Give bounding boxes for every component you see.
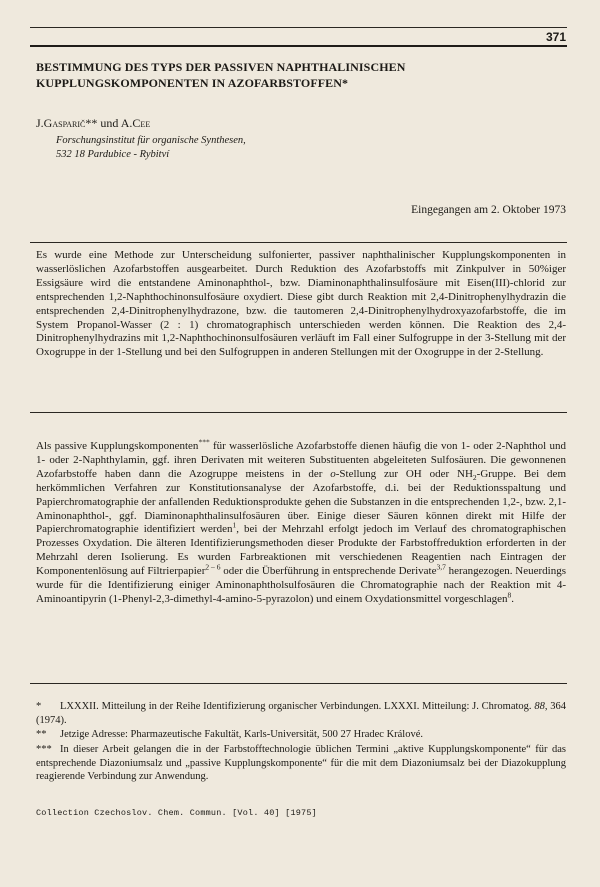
footnote-3-text: In dieser Arbeit gelangen die in der Farbstofftechnologie üblichen Termini „aktive Kupplungskomponente“ für das entsprechende Diazoniumsalz und „passive Kupplungskomponente“ für die mit dem Diazoniumsalz bei der Diazokupplung reagierende Verbindung zur Anwendung. bbox=[36, 744, 566, 782]
footnote-1-mark: * bbox=[36, 701, 42, 712]
author-1-initial: J. bbox=[36, 116, 44, 130]
abstract-rule-bottom bbox=[30, 412, 567, 413]
footnote-1-text: LXXXII. Mitteilung in der Reihe Identifizierung organischer Verbindungen. LXXXI. Mitteilung: J. Chromatog. bbox=[60, 701, 535, 712]
title-line-2: KUPPLUNGSKOMPONENTEN IN AZOFARBSTOFFEN* bbox=[36, 76, 349, 90]
body-paragraph bbox=[36, 437, 567, 607]
author-conjunction: und bbox=[100, 116, 119, 130]
body-text-5: , bei der Mehrzahl erfolgt jedoch im Verlauf des chromatographischen Prozesses Oxydation. Die älteren Identifizierungsmethoden dieser Produkte der Farbstoffreduktion erforderten in der Mehrzahl deren Isolierung. Es wurden Farbreaktionen mit verschiedenen Reagentien nach Eintragen der Komponentenlösung auf Filtrierpapier bbox=[36, 523, 566, 578]
abstract: Es wurde eine Methode zur Unterscheidung sulfonierter, passiver naphthalinischer Kupplungskomponenten in wasserlöslichen Azofarbstoffen ausgearbeitet. Durch Reduktion des Azofarbstoffs mit Zinkpulver in 50%iger Essigsäure wird die entstandene Aminonaphthol-, bzw. Diaminonaphthalinsulfosäure mit Eisen(III)-chlorid zur entsprechenden 1,2-Naphthochinonsulfosäure oxydiert. Diese gibt durch Reaktion mit 2,4-Dinitrophenylhydrazin die entsprechenden 2,4-Dinitrophenylhydrazone, bzw. die tautomeren 2,4-Dinitrophenylhydroxyazofarbstoffe, die im System Propanol-Wasser (2 : 1) chromatographisch unterschieden werden können. Die Reaktion des 2,4-Dinitrophenylhydrazins mit 1,2-Naphthochinonsulfosäuren verläuft im Fall einer Sulfogruppe in der 3-Stellung mit der Oxogruppe in der 1-Stellung und bei den Sulfogruppen in anderen Stellungen mit der Oxogruppe in der 2-Stellung. bbox=[36, 249, 566, 359]
footnote-2-mark: ** bbox=[36, 729, 47, 740]
citation-2-6: 2 – 6 bbox=[205, 562, 221, 572]
header-rule-bottom bbox=[30, 45, 567, 47]
footnote-1-volume: 88 bbox=[534, 701, 545, 712]
author-2-initial: A. bbox=[120, 116, 133, 130]
citation-1: 1 bbox=[232, 520, 237, 530]
footnote-3-mark: *** bbox=[36, 744, 52, 755]
body-text-7: herangezogen. Neuerdings wurde für die Identifizierung einiger Aminonaphtholsulfosäuren die Chromatographie nach der Reaktion mit 4-Aminoantipyrin (1-Phenyl-2,3-dimethyl-4-amino-5-pyrazolon) und einem Oxydationsmittel vorgeschlagen bbox=[36, 565, 566, 605]
article-title bbox=[36, 59, 566, 91]
journal-citation: Collection Czechoslov. Chem. Commun. [Vol. 40] [1975] bbox=[36, 808, 317, 818]
title-line-1: BESTIMMUNG DES TYPS DER PASSIVEN NAPHTHALINISCHEN bbox=[36, 60, 406, 74]
footnote-2 bbox=[36, 728, 566, 742]
abstract-rule-top bbox=[30, 242, 567, 243]
footnote-ref-3: *** bbox=[198, 437, 210, 447]
affiliation-institute: Forschungsinstitut für organische Synthesen, bbox=[56, 135, 246, 146]
footnote-2-text: Jetzige Adresse: Pharmazeutische Fakultät, Karls-Universität, 500 27 Hradec Králové. bbox=[60, 729, 424, 740]
body-text-6: oder die Überführung in entsprechende Derivate bbox=[220, 565, 437, 578]
citation-8: 8 bbox=[507, 590, 512, 600]
body-text-3: -Stellung zur OH oder NH bbox=[335, 467, 473, 480]
citation-3-7: 3,7 bbox=[436, 562, 446, 572]
author-1-footnote-mark: ** bbox=[85, 116, 98, 130]
page-number: 371 bbox=[545, 30, 566, 44]
footnote-rule bbox=[30, 683, 567, 684]
body-text-4: -Gruppe. Bei dem herkömmlichen Verfahren zur Konstitutionsanalyse der Azofarbstoffe, d.i. bei der Reduktionsspaltung und Papierchromatographie der anfallenden Reduktionsprodukte gehen die Substanzen in die entsprechenden 1,2-, bzw. 2,1-Aminonaphthol-, ggf. Diaminonaphthalinsulfosäuren über. Einige dieser Säuren können direkt mit Hilfe der Papierchromatographie identifiziert werden bbox=[36, 467, 567, 536]
author-2-name: Cee bbox=[132, 116, 151, 130]
body-text-ortho: o bbox=[330, 467, 336, 480]
header-rule-top bbox=[30, 27, 567, 28]
footnote-1 bbox=[36, 700, 566, 727]
body-text-8: . bbox=[511, 592, 514, 605]
author-1-name: Gasparič bbox=[43, 116, 86, 130]
affiliation-address: 532 18 Pardubice - Rybitví bbox=[56, 149, 170, 160]
footnote-1-text-end: , 364 (1974). bbox=[36, 701, 567, 726]
received-date: Eingegangen am 2. Oktober 1973 bbox=[411, 204, 566, 216]
body-text-2: für wasserlösliche Azofarbstoffe dienen häufig die von 1- oder 2-Naphthol und 1- oder 2-Naphthylamin, ggf. ihren Derivaten mit weiteren Substituenten abgeleiteten Sulfosäuren. Die gewonnenen Azofarbstoffe haben dann die Azogruppe meistens in der bbox=[36, 440, 566, 480]
affiliation bbox=[56, 134, 246, 162]
nh2-subscript: 2 bbox=[472, 473, 477, 482]
footnote-3 bbox=[36, 743, 566, 784]
author-line bbox=[36, 116, 150, 131]
body-text-1: Als passive Kupplungskomponenten bbox=[36, 440, 199, 452]
